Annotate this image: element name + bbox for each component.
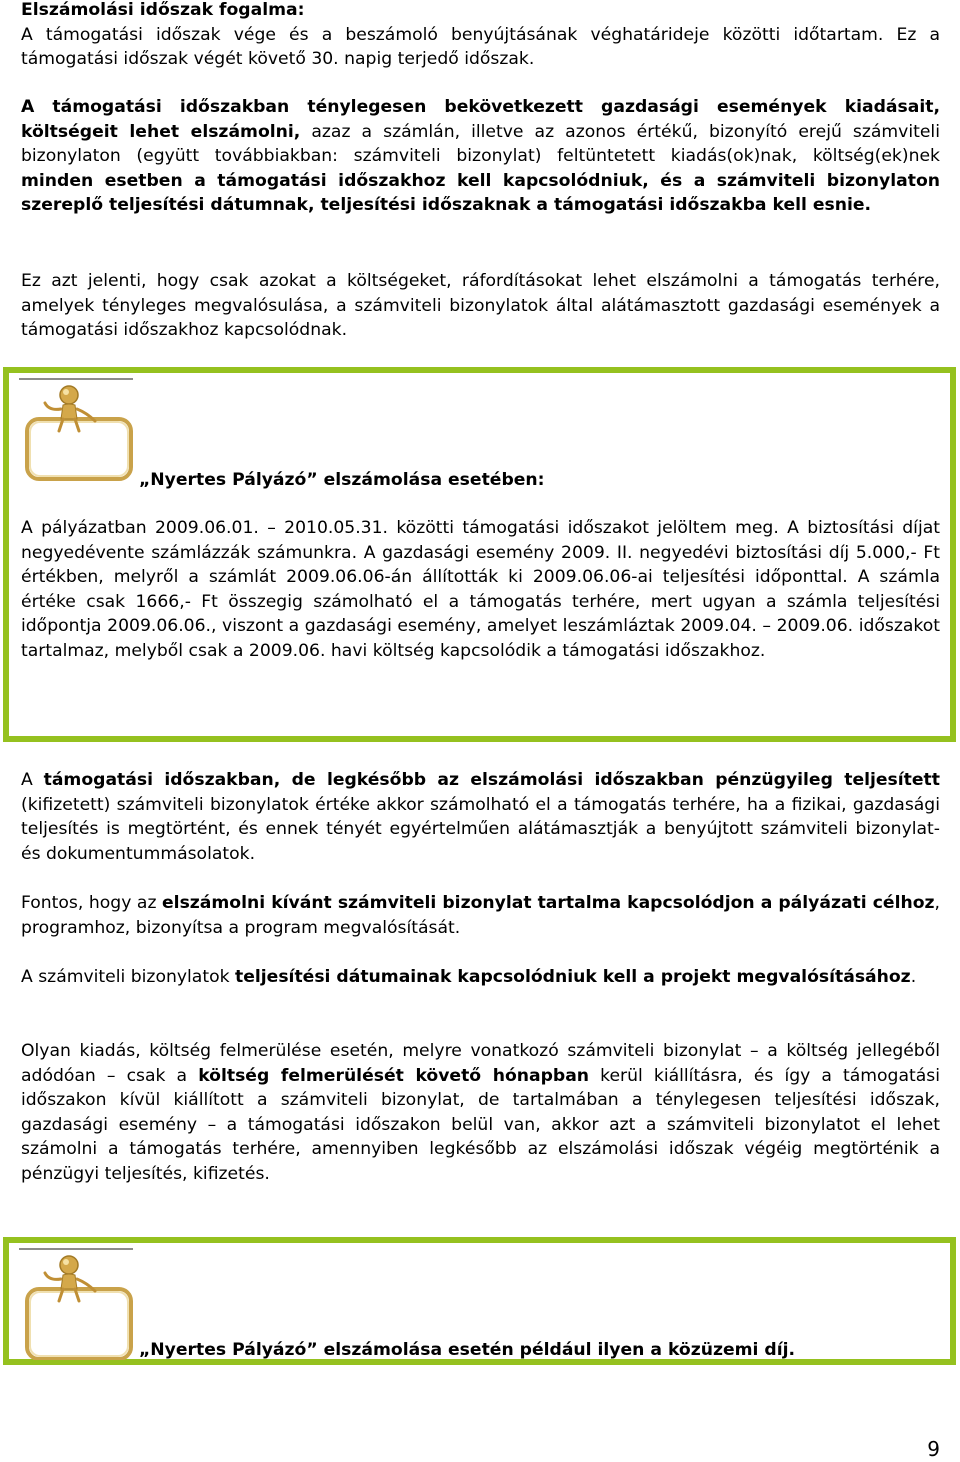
para5-bold: teljesítési dátumainak kapcsolódniuk kell a projekt megvalósításához	[235, 967, 911, 987]
paragraph-1	[21, 95, 940, 218]
para5-text-2: .	[910, 967, 917, 987]
example-box-2	[3, 1237, 956, 1365]
example-box-1-title: „Nyertes Pályázó” elszámolása esetében:	[139, 470, 545, 490]
page-number: 9	[927, 1437, 940, 1461]
definition-block	[21, 0, 940, 72]
para4-bold: elszámolni kívánt számviteli bizonylat tartalma kapcsolódjon a pályázati célhoz	[162, 893, 935, 913]
para1-text: azaz a számlán, illetve az azonos értékű, bizonyító erejű számviteli bizonylaton (együtt továbbiakban: számviteli bizonylat) feltüntetett kiadás(ok)nak, költség(ek)nek	[21, 121, 940, 167]
example-box-1-body	[21, 516, 940, 664]
para3-bold: támogatási időszakban, de legkésőbb az elszámolási időszakban pénzügyileg teljesített	[43, 770, 940, 790]
para4-text-2: , programhoz, bizonyítsa a program megvalósítását.	[21, 893, 940, 938]
para2-text: Ez azt jelenti, hogy csak azokat a költségeket, ráfordításokat lehet elszámolni a támogatás terhére, amelyek tényleges megvalósulása, a számviteli bizonylatok által alátámasztott gazdasági események a támogatási időszakhoz kapcsolódnak.	[21, 271, 940, 341]
paragraph-5	[21, 965, 940, 990]
para3-text-2: (kifizetett) számviteli bizonylatok értéke akkor számolható el a támogatás terhére, ha a fizikai, gazdasági teljesítés is megtörtént, és ennek tényét egyértelműen alátámasztják a benyújtott számviteli bizonylat- és dokumentummásolatok.	[21, 794, 940, 864]
paragraph-2	[21, 269, 940, 343]
example-box-1	[3, 367, 956, 742]
para1-bold-2: minden esetben a támogatási időszakhoz kell kapcsolódniuk, és a számviteli bizonylaton szereplő teljesítési dátumnak, teljesítési időszaknak a támogatási időszakba kell esnie.	[21, 170, 940, 216]
example-box-1-text: A pályázatban 2009.06.01. – 2010.05.31. közötti támogatási időszakot jelöltem meg. A biztosítási díjat negyedévente számlázzák számunkra. A gazdasági esemény 2009. II. negyedévi biztosítási díj 5.000,- Ft értékben, melyről a számlát 2009.06.06-án állították ki 2009.06.06-ai teljesítési időponttal. A számla értéke csak 1666,- Ft összegig számolható el a támogatás terhére, mert ugyan a számla teljesítési időpontja 2009.06.06., viszont a gazdasági esemény, amelyet leszámláztak 2009.04. – 2009.06. időszakot tartalmaz, melyből csak a 2009.06. havi költség kapcsolódik a támogatási időszakhoz.	[21, 518, 940, 661]
pin-figure-note-icon	[17, 375, 137, 483]
paragraph-3	[21, 768, 940, 866]
para6-text-1: Olyan kiadás, költség felmerülése esetén, melyre vonatkozó számviteli bizonylat – a költség jellegéből adódóan – csak a	[21, 1041, 940, 1086]
section-heading: Elszámolási időszak fogalma:	[21, 0, 305, 20]
definition-text: A támogatási időszak vége és a beszámoló benyújtásának véghatárideje közötti időtartam. Ez a támogatási időszak végét követő 30. napig terjedő időszak.	[21, 24, 940, 70]
paragraph-6	[21, 1039, 940, 1187]
para1-bold-1: A támogatási időszakban ténylegesen bekövetkezett gazdasági események kiadásait, költségeit lehet elszámolni,	[21, 97, 940, 142]
paragraph-4	[21, 891, 940, 940]
para4-text-1: Fontos, hogy az	[21, 893, 163, 913]
para6-bold: költség felmerülését követő hónapban	[198, 1065, 590, 1086]
example-box-2-title: „Nyertes Pályázó” elszámolása esetén például ilyen a közüzemi díj.	[139, 1340, 796, 1360]
para3-text-1: A	[21, 770, 44, 790]
para6-text-2: kerül kiállításra, és így a támogatási időszakon kívül kiállított a számviteli bizonylat, de tartalmában a ténylegesen teljesítési időszak, gazdasági esemény – a támogatási időszakon belül van, akkor azt a számviteli bizonylatot el lehet számolni a támogatás terhére, amennyiben legkésőbb az elszámolási időszak végéig megtörténik a pénzügyi teljesítés, kifizetés.	[21, 1065, 940, 1184]
para5-text-1: A számviteli bizonylatok	[21, 967, 236, 987]
pin-figure-note-icon	[17, 1245, 137, 1360]
